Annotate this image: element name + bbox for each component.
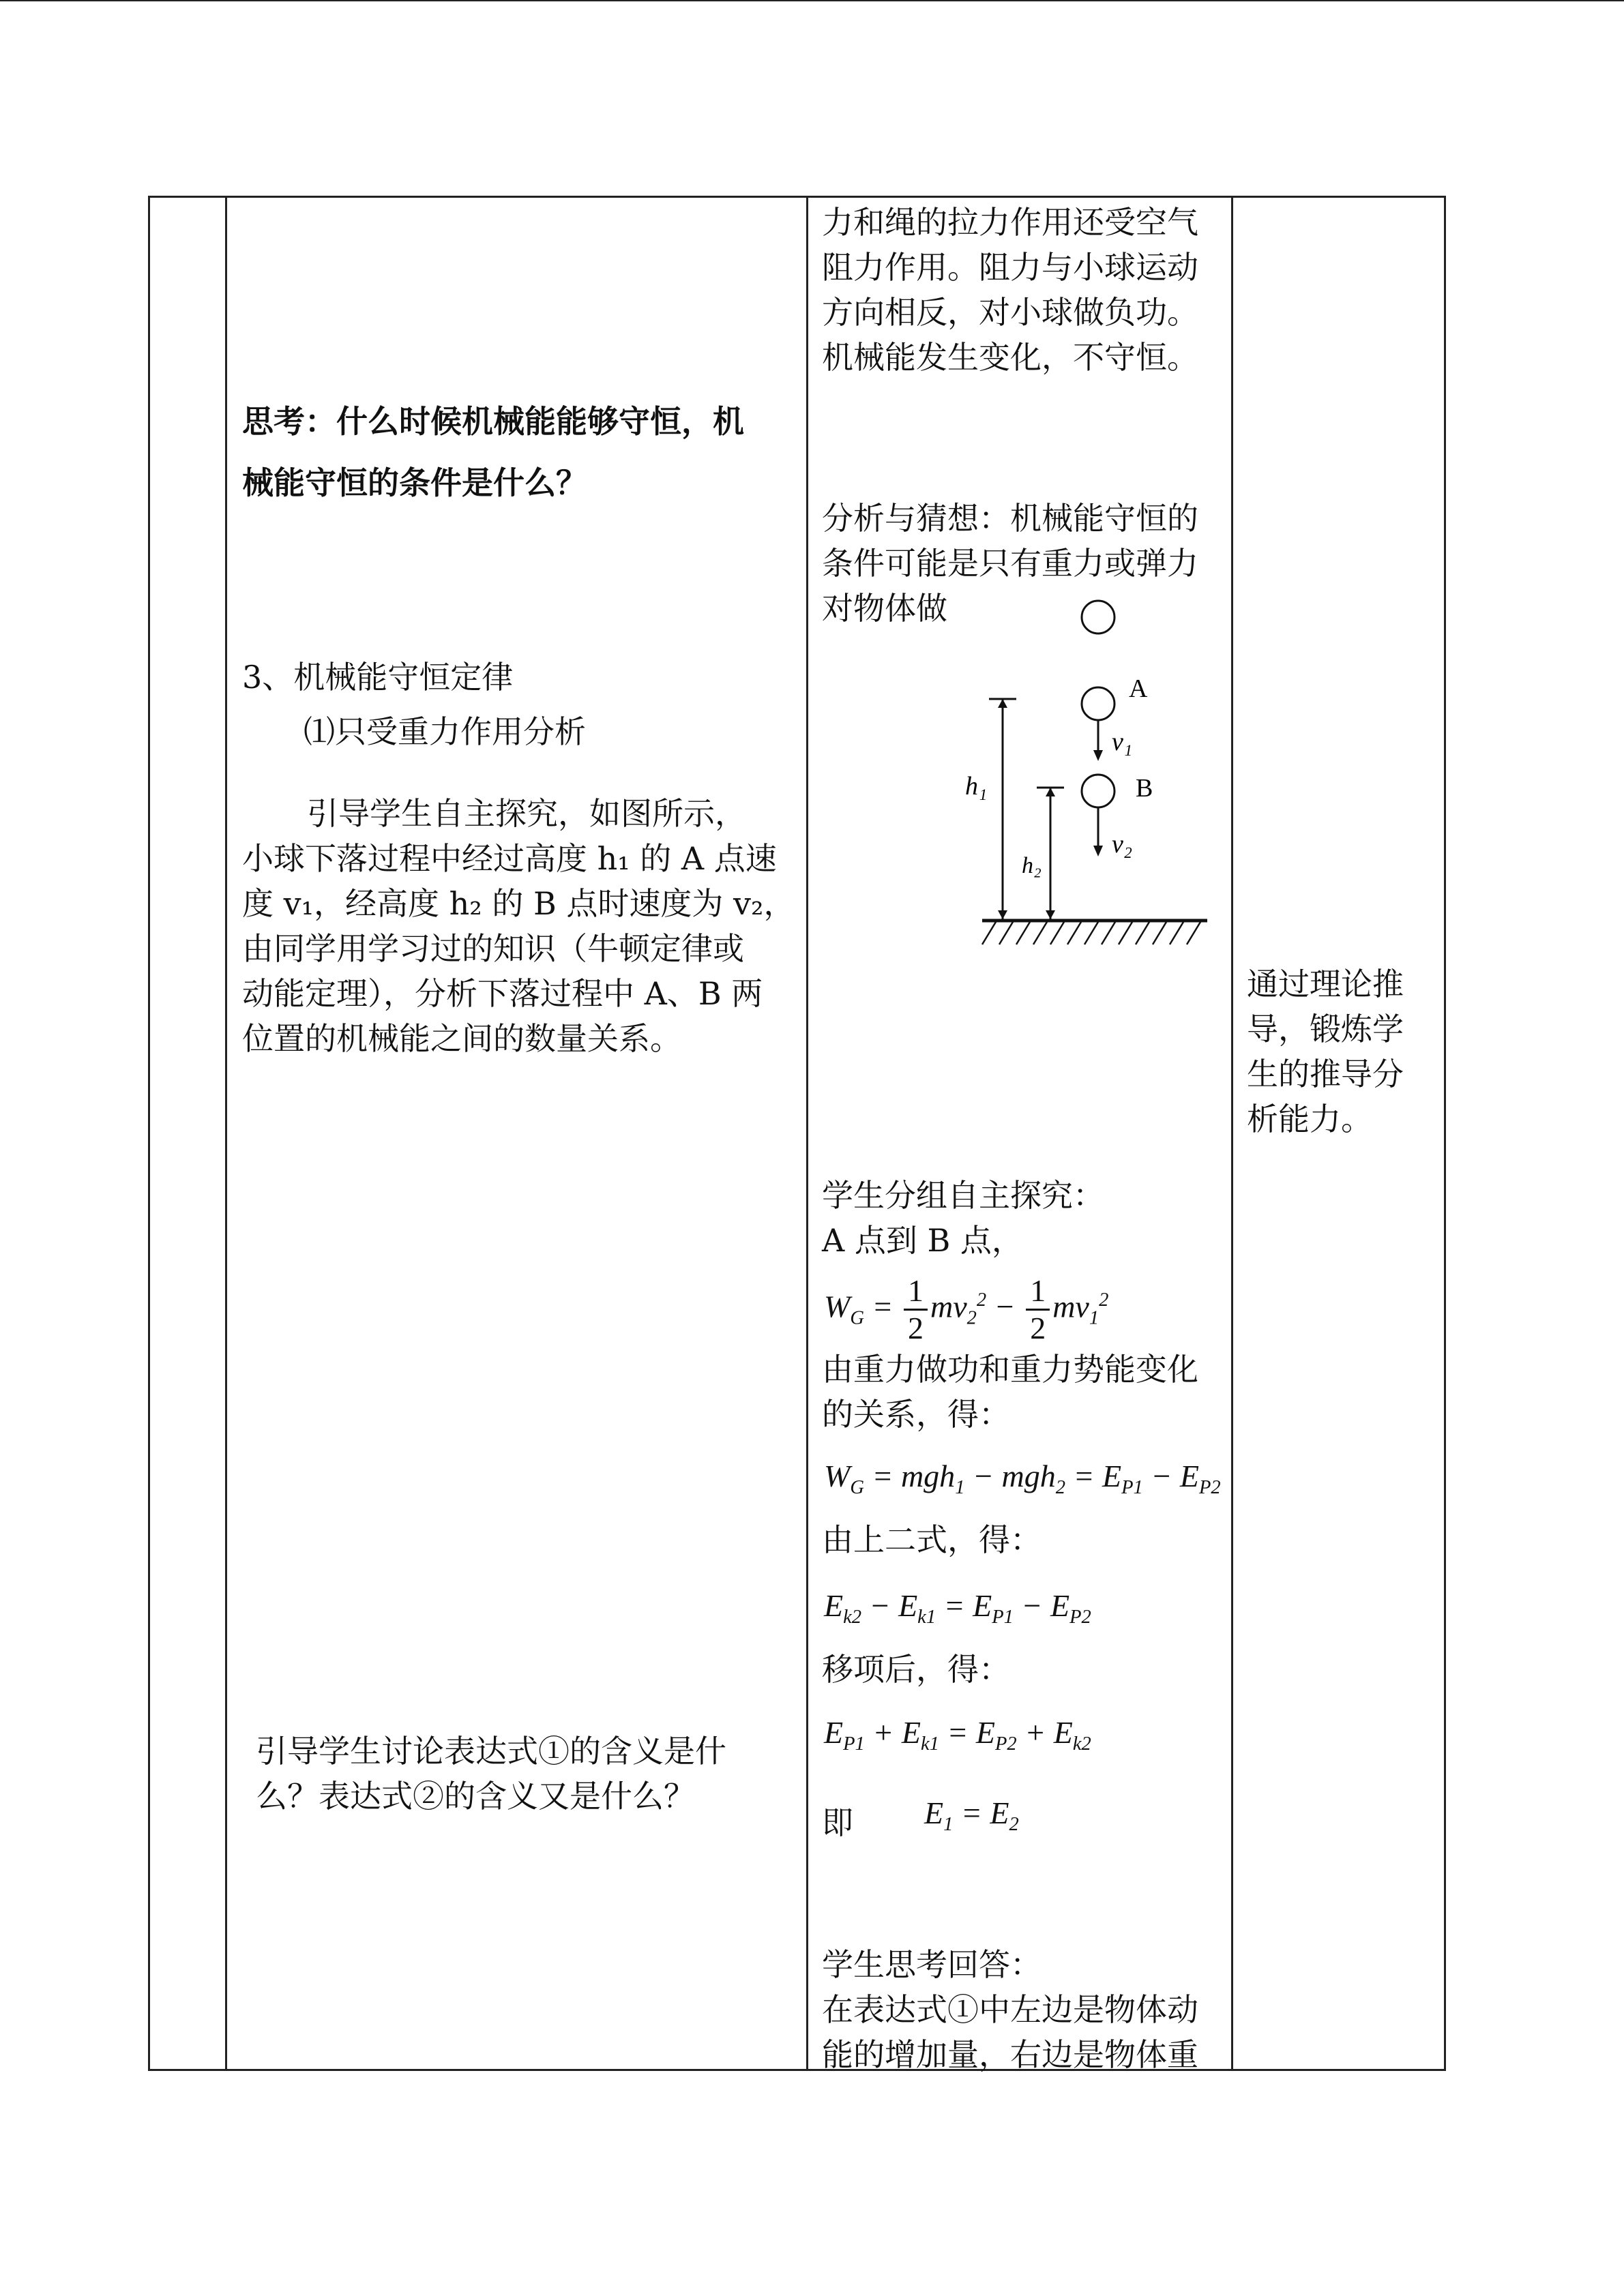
table-top-border <box>148 196 1446 198</box>
student-text-line: 机械能发生变化，不守恒。 <box>822 339 1198 376</box>
table-bottom-border <box>148 2069 1446 2071</box>
formula-energy-sum: $E_{P1} + E_{k1} = E_{P2} + E_{k2}$ <box>824 1715 1091 1755</box>
move-terms-text: 移项后，得： <box>822 1651 1010 1688</box>
label-v1: v₁ <box>1112 728 1133 756</box>
column-divider-1 <box>225 196 227 2071</box>
ball-b-icon <box>1082 775 1114 807</box>
analysis-line: 条件可能是只有重力或弹力 <box>822 545 1198 582</box>
label-h1: h₁ <box>965 772 988 801</box>
guide-paragraph-line: 位置的机械能之间的数量关系。 <box>242 1020 681 1057</box>
section-title: 3、机械能守恒定律 <box>242 659 514 696</box>
arrowhead-h2-bottom <box>1046 910 1055 919</box>
guide-paragraph-line: 度 v₁，经高度 h₂ 的 B 点时速度为 v₂， <box>242 885 795 922</box>
answer-line: 学生思考回答： <box>822 1946 1042 1983</box>
relation-line: 由重力做功和重力势能变化 <box>822 1351 1198 1388</box>
label-h2: h₂ <box>1022 853 1042 878</box>
arrowhead-h1-top <box>998 699 1007 708</box>
purpose-line: 通过理论推 <box>1247 966 1404 1002</box>
table-right-border <box>1444 196 1446 2071</box>
table-left-border <box>148 196 150 2071</box>
discuss-question-line-2: 么？表达式②的含义又是什么？ <box>256 1778 695 1815</box>
purpose-line: 析能力。 <box>1247 1101 1372 1137</box>
answer-line: 在表达式①中左边是物体动 <box>822 1991 1198 2028</box>
column-divider-3 <box>1231 196 1233 2071</box>
velocity-arrowhead-v2 <box>1093 846 1103 856</box>
answer-line: 能的增加量，右边是物体重 <box>822 2036 1198 2073</box>
think-question-line-2: 械能守恒的条件是什么？ <box>242 464 587 501</box>
formula-energy-difference: $E_{k2} - E_{k1} = E_{P1} - E_{P2}$ <box>824 1588 1091 1628</box>
guide-paragraph-line: 小球下落过程中经过高度 h₁ 的 A 点速 <box>242 840 777 877</box>
analysis-line: 对物体做 <box>822 590 947 627</box>
label-b: B <box>1136 774 1153 803</box>
ball-a-icon <box>1082 687 1114 720</box>
label-v2: v₂ <box>1112 830 1133 859</box>
arrowhead-h2-top <box>1046 788 1055 796</box>
subsection-title: ⑴只受重力作用分析 <box>304 713 586 750</box>
label-a: A <box>1129 674 1148 703</box>
guide-paragraph-line: 动能定理），分析下落过程中 A、B 两 <box>242 975 763 1012</box>
student-text-line: 阻力作用。阻力与小球运动 <box>822 249 1198 286</box>
ji-text: 即 <box>822 1804 853 1841</box>
formula-kinetic-work: $W_G$ = $\frac{1}{2}$ $mv_2^2$ − $\frac{1}{2}$ $mv_1^2$ <box>824 1273 1109 1346</box>
discuss-question-line-1: 引导学生讨论表达式①的含义是什 <box>256 1733 726 1770</box>
analysis-line: 分析与猜想：机械能守恒的 <box>822 500 1198 537</box>
velocity-arrowhead-v1 <box>1093 750 1103 761</box>
relation-line: 的关系，得： <box>822 1396 1010 1433</box>
group-explore-line: 学生分组自主探究： <box>822 1177 1104 1214</box>
purpose-line: 导，锻炼学 <box>1247 1011 1404 1047</box>
guide-paragraph-line: 由同学用学习过的知识（牛顿定律或 <box>242 930 744 967</box>
ball-start-icon <box>1082 601 1114 633</box>
formula-gravity-work: $W_G = mgh_1 - mgh_2 = E_{P1} - E_{P2}$ <box>824 1459 1221 1499</box>
column-divider-2 <box>806 196 808 2071</box>
falling-ball-diagram <box>941 586 1228 968</box>
combine-text: 由上二式，得： <box>822 1521 1042 1558</box>
group-explore-line: A 点到 B 点， <box>822 1222 1023 1259</box>
think-question-line-1: 思考：什么时候机械能能够守恒，机 <box>242 403 744 440</box>
arrowhead-h1-bottom <box>998 910 1007 919</box>
student-text-line: 力和绳的拉力作用还受空气 <box>822 204 1198 241</box>
student-text-line: 方向相反，对小球做负功。 <box>822 294 1198 331</box>
formula-energy-conservation: $E_1 = E_2$ <box>924 1795 1019 1836</box>
guide-paragraph-line: 引导学生自主探究，如图所示， <box>307 795 746 832</box>
purpose-line: 生的推导分 <box>1247 1056 1404 1092</box>
ground-hatching <box>982 922 1200 944</box>
